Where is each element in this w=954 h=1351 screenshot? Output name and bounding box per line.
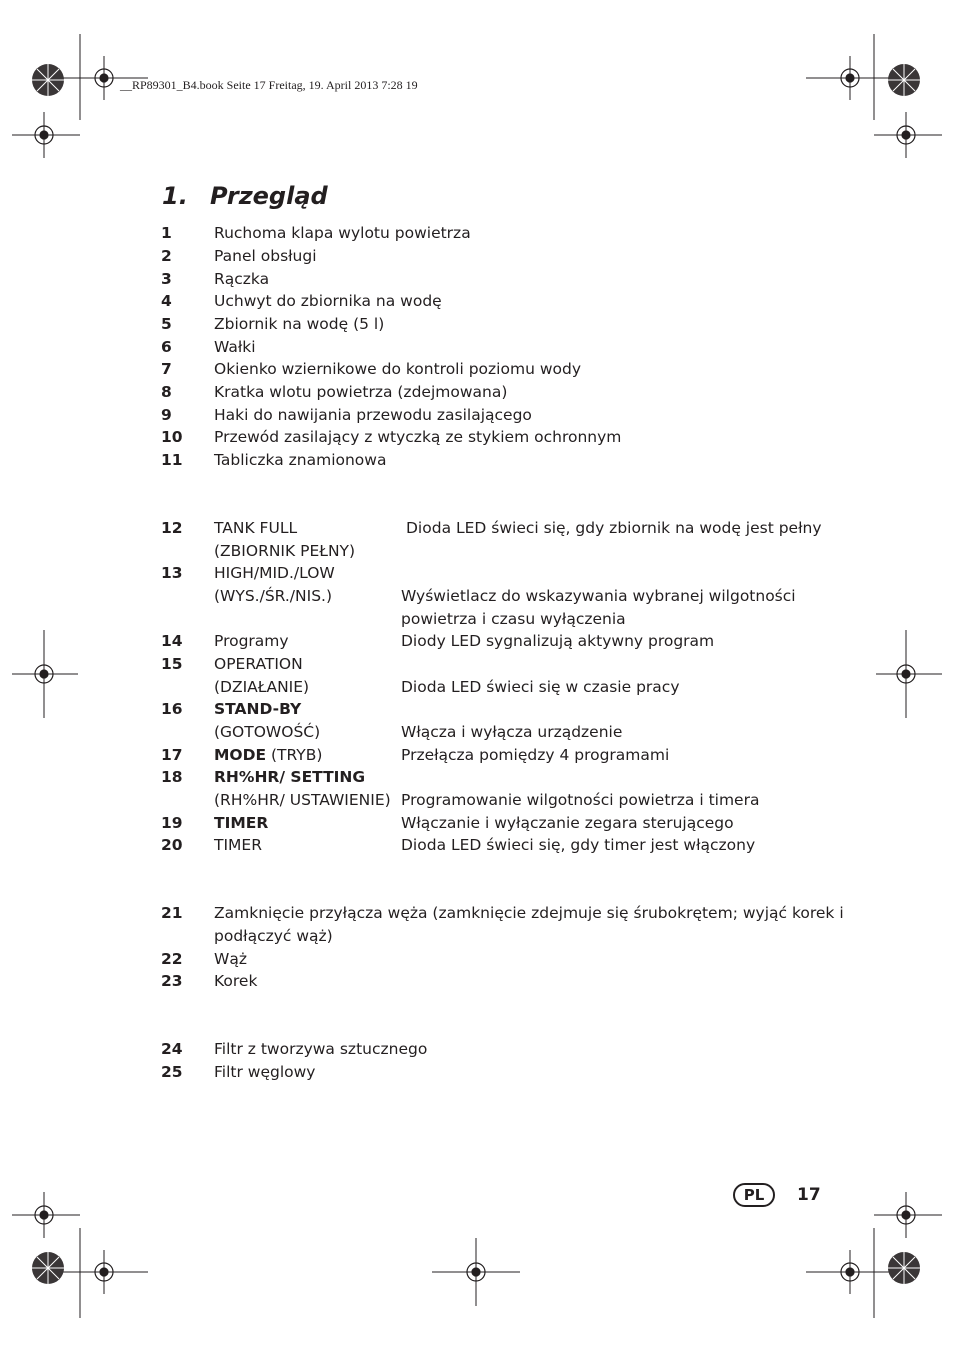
item-text: Kratka wlotu powietrza (zdejmowana)	[214, 383, 508, 401]
item-number: 5	[161, 315, 172, 333]
item-number: 20	[161, 836, 183, 854]
item-label: RH%HR/ SETTING	[214, 768, 366, 786]
item-description: Dioda LED świeci się w czasie pracy	[401, 678, 680, 696]
item-label: STAND-BY	[214, 700, 302, 718]
section-number: 1.	[162, 182, 188, 210]
item-label-translation: (ZBIORNIK PEŁNY)	[214, 542, 356, 560]
item-label-bold: MODE	[214, 746, 267, 764]
item-label: HIGH/MID./LOW	[214, 564, 335, 582]
item-label: TIMER	[214, 836, 262, 854]
item-label-translation: (GOTOWOŚĆ)	[214, 723, 321, 741]
item-number: 8	[161, 383, 172, 401]
item-label-translation: (WYS./ŚR./NIS.)	[214, 587, 333, 605]
item-text: Okienko wziernikowe do kontroli poziomu wody	[214, 360, 581, 378]
section-title	[162, 182, 328, 210]
item-description: Wyświetlacz do wskazywania wybranej wilgotności	[401, 587, 796, 605]
item-number: 3	[161, 270, 172, 288]
section-heading: Przegląd	[210, 182, 328, 210]
item-number: 7	[161, 360, 172, 378]
item-label: OPERATION	[214, 655, 303, 673]
item-number: 15	[161, 655, 183, 673]
item-number: 14	[161, 632, 183, 650]
item-number: 4	[161, 292, 172, 310]
item-number: 19	[161, 814, 183, 832]
item-number: 12	[161, 519, 183, 537]
item-label: TANK FULL	[214, 519, 298, 537]
item-text: Filtr węglowy	[214, 1063, 316, 1081]
item-number: 22	[161, 950, 183, 968]
item-description: Włączanie i wyłączanie zegara sterującego	[401, 814, 734, 832]
item-number: 24	[161, 1040, 183, 1058]
item-description: Diody LED sygnalizują aktywny program	[401, 632, 715, 650]
item-number: 25	[161, 1063, 183, 1081]
item-description: Programowanie wilgotności powietrza i timera	[401, 791, 760, 809]
item-number: 21	[161, 904, 183, 922]
item-label	[214, 744, 322, 766]
item-text: Haki do nawijania przewodu zasilającego	[214, 406, 532, 424]
item-number: 1	[161, 224, 172, 242]
item-number: 17	[161, 746, 183, 764]
item-text: Panel obsługi	[214, 247, 317, 265]
item-text: Korek	[214, 972, 258, 990]
item-number: 13	[161, 564, 183, 582]
item-description-cont: powietrza i czasu wyłączenia	[401, 610, 626, 628]
item-label: Programy	[214, 632, 289, 650]
item-text: Filtr z tworzywa sztucznego	[214, 1040, 428, 1058]
item-label-translation: (DZIAŁANIE)	[214, 678, 310, 696]
item-description: Dioda LED świeci się, gdy zbiornik na wodę jest pełny	[406, 519, 822, 537]
item-number: 9	[161, 406, 172, 424]
file-info-line: __RP89301_B4.book Seite 17 Freitag, 19. April 2013 7:28 19	[120, 78, 418, 92]
item-description: Dioda LED świeci się, gdy timer jest włączony	[401, 836, 756, 854]
item-text: Rączka	[214, 270, 270, 288]
item-text: Wąż	[214, 950, 247, 968]
item-number: 11	[161, 451, 183, 469]
item-text: Tabliczka znamionowa	[214, 451, 387, 469]
item-text: Zamknięcie przyłącza węża (zamknięcie zdejmuje się śrubokrętem; wyjąć korek i	[214, 904, 844, 922]
item-number: 2	[161, 247, 172, 265]
item-number: 16	[161, 700, 183, 718]
item-label-translation: (RH%HR/ USTAWIENIE)	[214, 791, 391, 809]
item-label-rest: (TRYB)	[266, 746, 323, 764]
item-text: Ruchoma klapa wylotu powietrza	[214, 224, 471, 242]
item-label: TIMER	[214, 814, 269, 832]
item-number: 10	[161, 428, 183, 446]
item-text-cont: podłączyć wąż)	[214, 927, 333, 945]
item-text: Przewód zasilający z wtyczką ze stykiem ochronnym	[214, 428, 622, 446]
item-description: Przełącza pomiędzy 4 programami	[401, 746, 670, 764]
item-number: 23	[161, 972, 183, 990]
item-text: Zbiornik na wodę (5 l)	[214, 315, 385, 333]
item-text: Uchwyt do zbiornika na wodę	[214, 292, 442, 310]
item-description: Włącza i wyłącza urządzenie	[401, 723, 623, 741]
language-badge: PL	[733, 1183, 775, 1207]
item-number: 6	[161, 338, 172, 356]
item-text: Wałki	[214, 338, 256, 356]
page-number: 17	[797, 1185, 821, 1205]
item-number: 18	[161, 768, 183, 786]
